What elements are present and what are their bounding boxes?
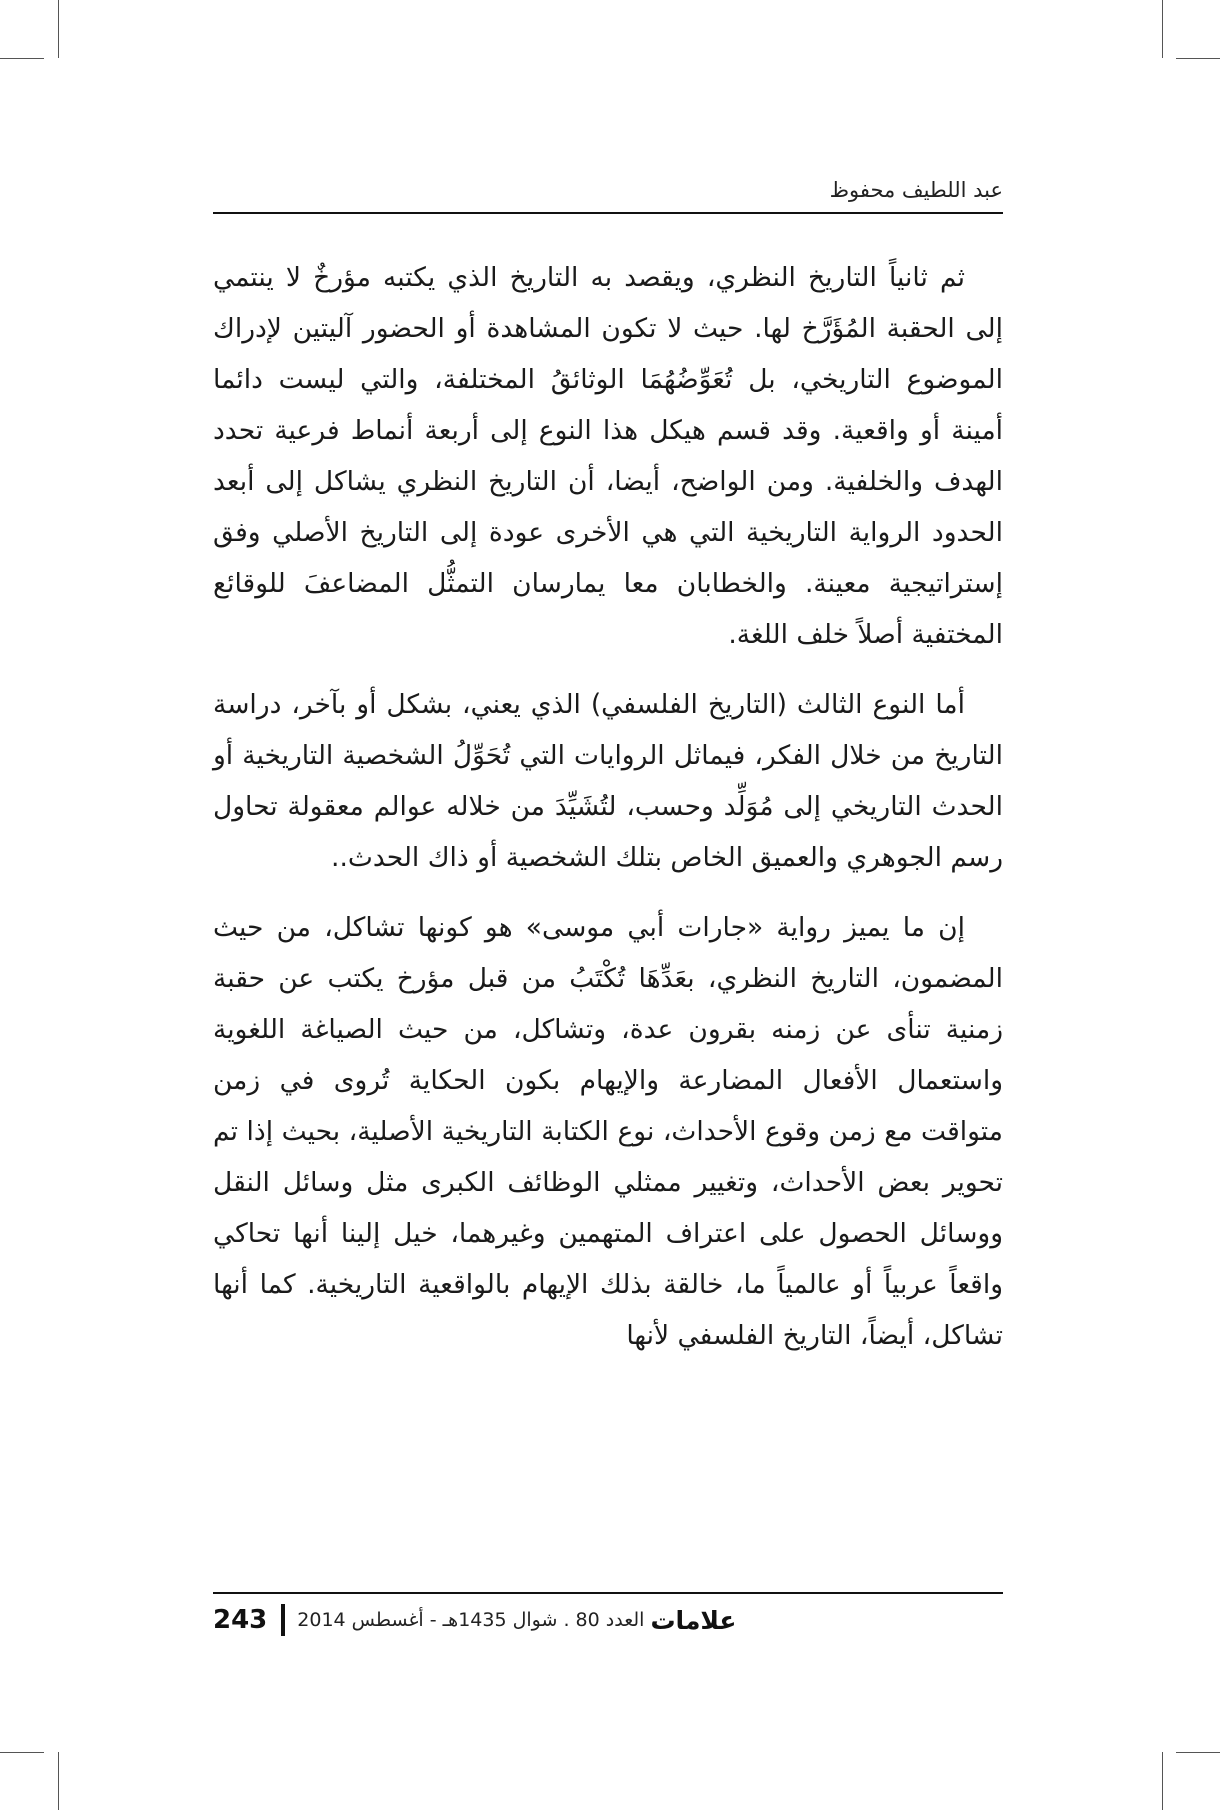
footer-rule <box>213 1592 1003 1594</box>
header-rule <box>213 212 1003 214</box>
page-footer <box>213 1600 1003 1640</box>
paragraph: إن ما يميز رواية «جارات أبي موسى» هو كونها تشاكل، من حيث المضمون، التاريخ النظري، بعَدِّهَا تُكْتَبُ من قبل مؤرخ يكتب عن حقبة زمنية تنأى عن زمنه بقرون عدة، وتشاكل، من حيث الصياغة اللغوية واستعمال الأفعال المضارعة والإيهام بكون الحكاية تُروى في زمن متواقت مع زمن وقوع الأحداث، نوع الكتابة التاريخية الأصلية، بحيث إذا تم تحوير بعض الأحداث، وتغيير ممثلي الوظائف الكبرى مثل وسائل النقل ووسائل الحصول على اعتراف المتهمين وغيرهما، خيل إلينا أنها تحاكي واقعاً عربياً أو عالمياً ما، خالقة بذلك الإيهام بالواقعية التاريخية. كما أنها تشاكل، أيضاً، التاريخ الفلسفي لأنها <box>213 912 1003 1351</box>
paragraph: ثم ثانياً التاريخ النظري، ويقصد به التاريخ الذي يكتبه مؤرخٌ لا ينتمي إلى الحقبة المُؤَرَّخ لها. حيث لا تكون المشاهدة أو الحضور آليتين لإدراك الموضوع التاريخي، بل تُعَوِّضُهُمَا الوثائقُ المختلفة، والتي ليست دائما أمينة أو واقعية. وقد قسم هيكل هذا النوع إلى أربعة أنماط فرعية تحدد الهدف والخلفية. ومن الواضح، أيضا، أن التاريخ النظري يشاكل إلى أبعد الحدود الرواية التاريخية التي هي الأخرى عودة إلى التاريخ الأصلي وفق إستراتيجية معينة. والخطابان معا يمارسان التمثُّل المضاعفَ للوقائع المختفية أصلاً خلف اللغة. <box>213 262 1003 650</box>
article-body <box>213 252 1003 1380</box>
issue-info: العدد 80 . شوال 1435هـ - أغسطس 2014 <box>297 1609 645 1631</box>
page-number: 243 <box>213 1605 268 1635</box>
crop-mark <box>58 0 59 58</box>
crop-mark <box>1176 1752 1220 1753</box>
crop-mark <box>0 58 44 59</box>
crop-mark <box>0 1752 44 1753</box>
crop-mark <box>58 1752 59 1810</box>
running-head-author: عبد اللطيف محفوظ <box>829 178 1003 202</box>
crop-mark <box>1176 58 1220 59</box>
crop-mark <box>1162 1752 1163 1810</box>
crop-mark <box>1162 0 1163 58</box>
footer-separator <box>281 1604 285 1636</box>
paragraph: أما النوع الثالث (التاريخ الفلسفي) الذي يعني، بشكل أو بآخر، دراسة التاريخ من خلال الفكر، فيماثل الروايات التي تُحَوِّلُ الشخصية التاريخية أو الحدث التاريخي إلى مُوَلِّد وحسب، لتُشَيِّدَ من خلاله عوالم معقولة تحاول رسم الجوهري والعميق الخاص بتلك الشخصية أو ذاك الحدث.. <box>213 689 1003 873</box>
journal-name: علامات <box>650 1605 737 1635</box>
